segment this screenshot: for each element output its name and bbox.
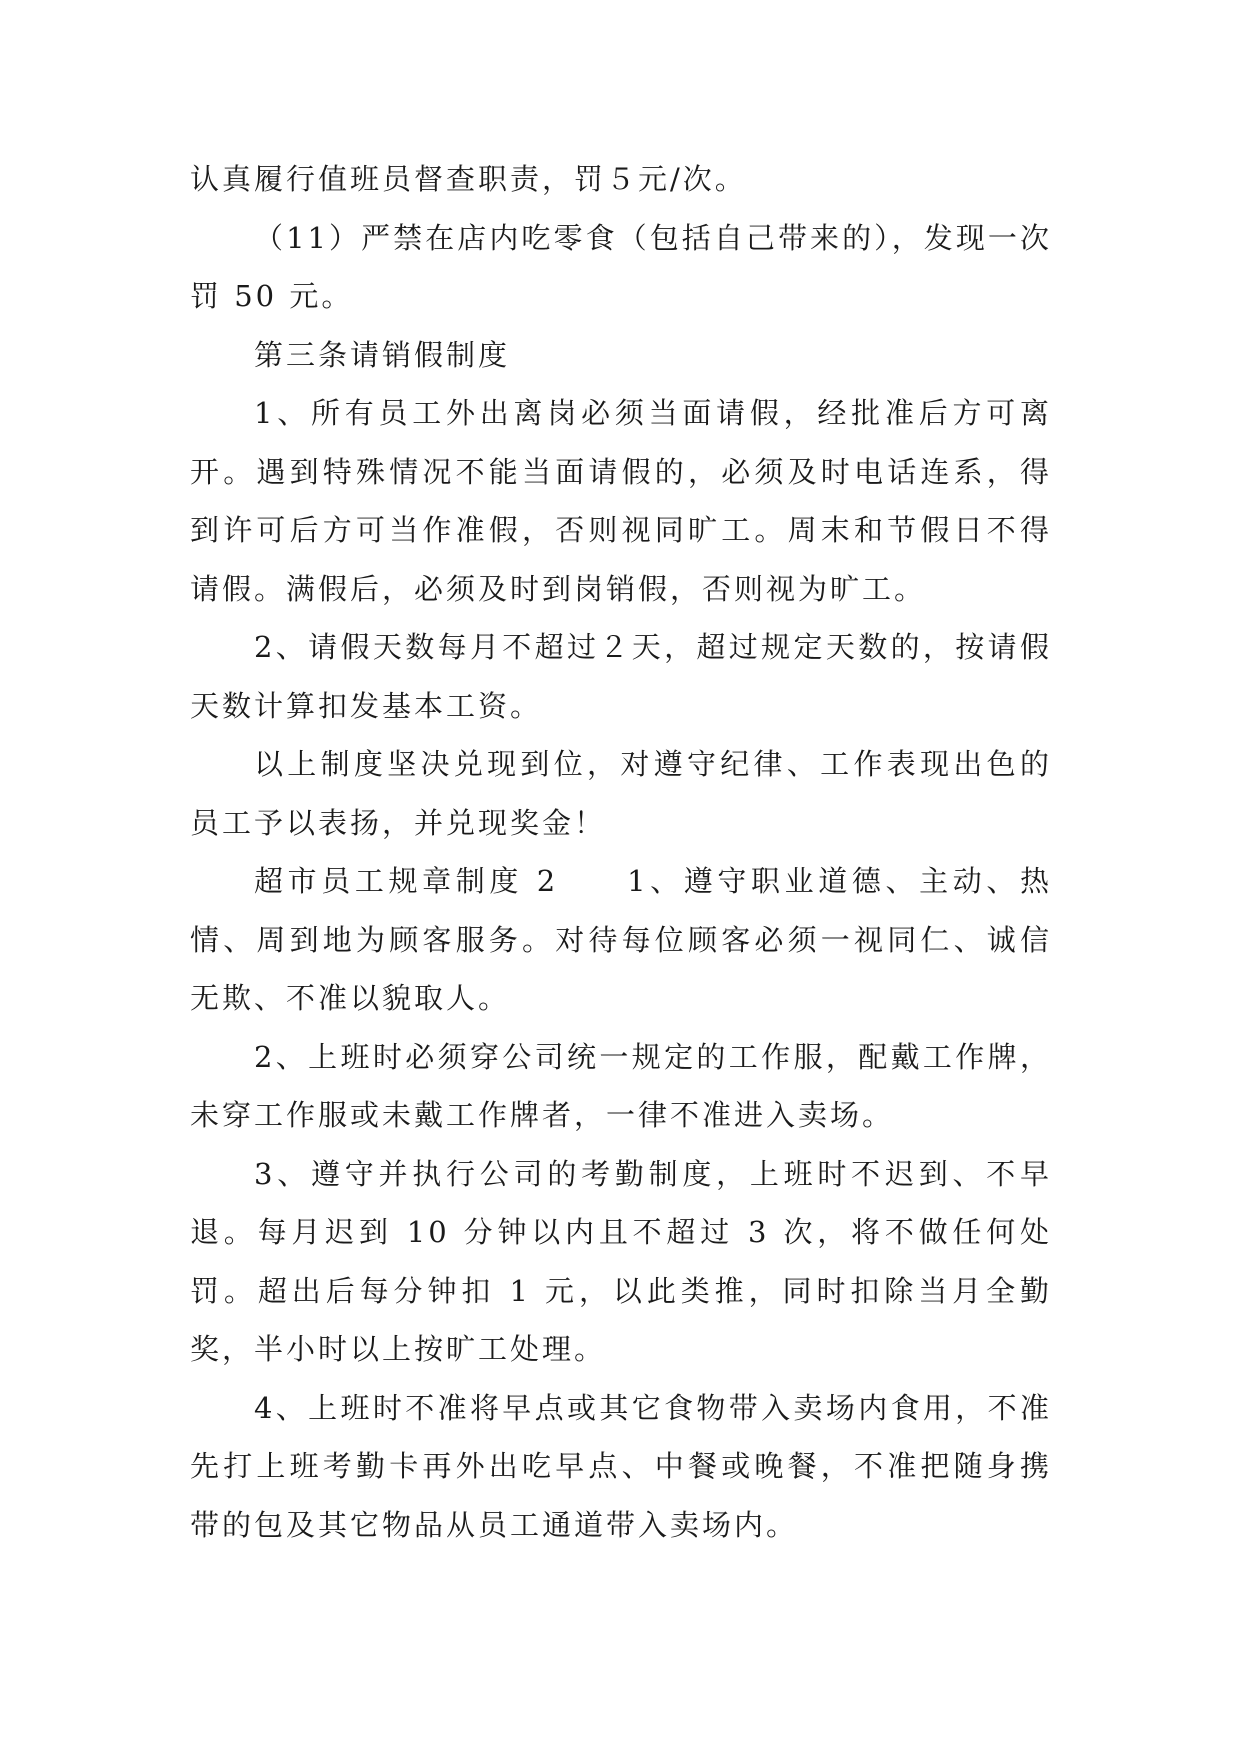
document-body: [190, 150, 1052, 1554]
paragraph-summary: 以上制度坚决兑现到位，对遵守纪律、工作表现出色的员工予以表扬，并兑现奖金！: [190, 747, 1052, 840]
paragraph-leave-1: 1、所有员工外出离岗必须当面请假，经批准后方可离开。遇到特殊情况不能当面请假的，必须及时电话连系，得到许可后方可当作准假，否则视同旷工。周末和节假日不得请假。满假后，必须及时到岗销假，否则视为旷工。: [190, 396, 1052, 606]
paragraph-leave-2: 2、请假天数每月不超过２天，超过规定天数的，按请假天数计算扣发基本工资。: [190, 630, 1052, 723]
section-heading-leave-policy: 第三条请销假制度: [254, 337, 511, 372]
paragraph-rules-2-item-1: 超市员工规章制度 2 1、遵守职业道德、主动、热情、周到地为顾客服务。对待每位顾客必须一视同仁、诚信无欺、不准以貌取人。: [190, 864, 1052, 1015]
paragraph-rules-2-item-3: 3、遵守并执行公司的考勤制度，上班时不迟到、不早退。每月迟到 10 分钟以内且不超过 3 次，将不做任何处罚。超出后每分钟扣 1 元，以此类推，同时扣除当月全勤奖，半小时以上按旷工处理。: [190, 1156, 1052, 1366]
paragraph-rules-2-item-4: 4、上班时不准将早点或其它食物带入卖场内食用，不准先打上班考勤卡再外出吃早点、中餐或晚餐，不准把随身携带的包及其它物品从员工通道带入卖场内。: [190, 1390, 1052, 1542]
paragraph-rule-11: （11）严禁在店内吃零食（包括自己带来的），发现一次罚 50 元。: [190, 220, 1052, 313]
paragraph-continuation: 认真履行值班员督查职责，罚５元/次。: [190, 162, 747, 196]
paragraph-rules-2-item-2: 2、上班时必须穿公司统一规定的工作服，配戴工作牌，未穿工作服或未戴工作牌者，一律不准进入卖场。: [190, 1039, 1052, 1132]
